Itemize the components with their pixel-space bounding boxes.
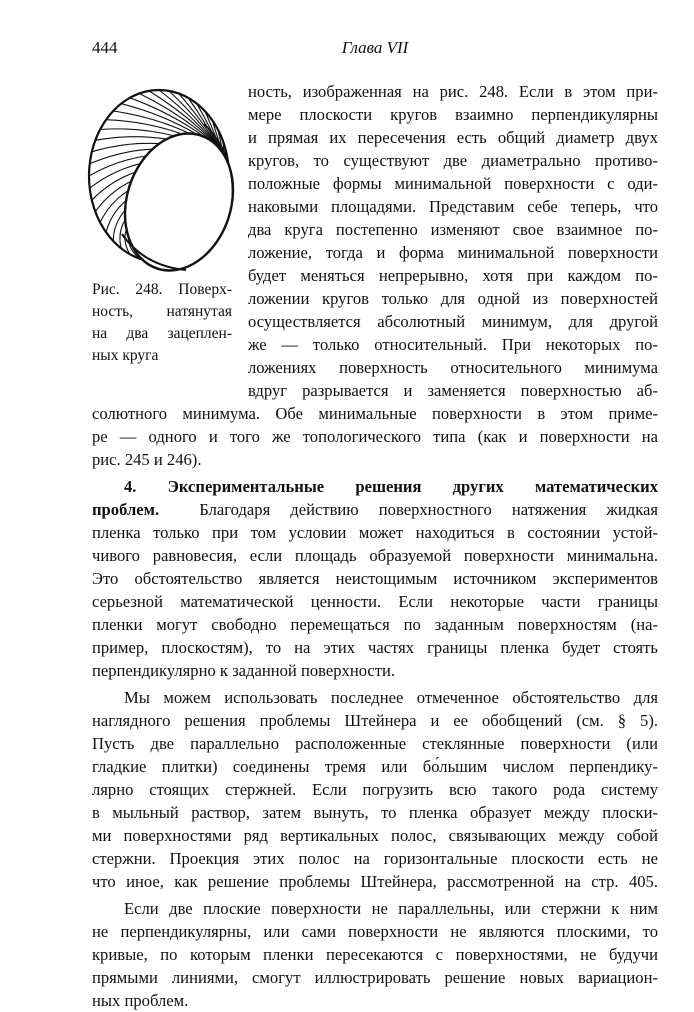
text-line: положные формы минимальной поверхности с оди-: [248, 174, 658, 193]
text-line: солютного минимума. Обе минимальные поверхности в этом приме-: [92, 404, 658, 423]
text-line: не перпендикулярны, или сами поверхности не являются плоскими, то: [92, 922, 658, 941]
text-line: лярно стоящих стержней. Если погрузить всю такого рода систему: [92, 780, 658, 799]
text-line: наковыми площадями. Представим себе теперь, что: [248, 197, 658, 216]
hatch-stroke: [100, 129, 174, 136]
caption-line: Рис. 248. Поверх-: [92, 281, 232, 298]
text-line: два круга постепенно изменяют свое взаимное по-: [248, 220, 658, 239]
section-heading-continuation: [92, 498, 658, 521]
text-line: мере плоскости кругов взаимно перпендикулярны: [248, 105, 658, 124]
text-line: ных проблем.: [92, 991, 189, 1010]
page-header: [92, 38, 658, 62]
text-line: ложение, тогда и форма минимальной поверхности: [248, 243, 658, 262]
text-line: Это обстоятельство является неистощимым источником экспериментов: [92, 569, 658, 588]
section-text-start: Благодаря действию поверхностного натяжения жидкая: [199, 500, 659, 519]
caption-line: ных круга: [92, 347, 159, 364]
text-line: осуществляется абсолютный минимум, для другой: [248, 312, 658, 331]
text-line: ность, изображенная на рис. 248. Если в этом при-: [248, 82, 658, 101]
caption-line: ность, натянутая: [92, 303, 232, 320]
text-line: вдруг разрывается и заменяется поверхностью аб-: [248, 381, 658, 400]
section-heading-title: 4. Экспериментальные решения других математических: [124, 477, 658, 496]
text-line: гладкие плитки) соединены тремя или бо́льшим числом перпендику-: [92, 757, 658, 776]
text-line: наглядного решения проблемы Штейнера и ее обобщений (см. § 5).: [92, 711, 658, 730]
text-line: кривые, по которым пленки пересекаются с поверхностями, не будучи: [92, 945, 658, 964]
text-line: пленки могут свободно перемещаться по заданным поверхностям (на-: [92, 615, 658, 634]
running-head: Глава VII: [341, 38, 409, 57]
hatch-stroke: [130, 98, 204, 137]
section-heading: [92, 475, 658, 498]
section-heading-title-end: проблем.: [92, 500, 160, 519]
text-line: Пусть две параллельно расположенные стеклянные поверхности (или: [92, 734, 658, 753]
text-line: Мы можем использовать последнее отмеченное обстоятельство для: [124, 688, 658, 707]
text-line: ре — одного и того же топологического типа (как и поверхности на: [92, 427, 658, 446]
figure-caption: [92, 279, 232, 367]
text-line: пленка только при том условии может находиться в состоянии устой-: [92, 523, 658, 542]
text-line: прямыми линиями, смогут иллюстрировать решение новых вариацион-: [92, 968, 658, 987]
hatch-stroke: [106, 200, 126, 232]
text-line: будет меняться непрерывно, хотя при каждом по-: [248, 266, 658, 285]
text-line: кругов, то существуют две диаметрально противо-: [248, 151, 658, 170]
text-line: ложении кругов только для одной из поверхностей: [248, 289, 658, 308]
hatch-stroke: [92, 143, 160, 152]
caption-line: на два зацеплен-: [92, 325, 232, 342]
hatch-stroke: [106, 120, 182, 134]
hatch-stroke: [113, 111, 189, 134]
text-line: что иное, как решение проблемы Штейнера, рассмотренной на стр. 405.: [92, 872, 658, 891]
text-line: в мыльный раствор, затем вынуть, то пленка образует между плоски-: [92, 803, 658, 822]
page-number: 444: [92, 38, 118, 57]
text-line: рис. 245 и 246).: [92, 450, 202, 469]
text-line: серьезной математической ценности. Если некоторые части границы: [92, 592, 658, 611]
text-line: перпендикулярно к заданной поверхности.: [92, 661, 396, 680]
text-line: стержни. Проекция этих полос на горизонтальные плоскости есть не: [92, 849, 658, 868]
figure-248: [84, 84, 240, 274]
text-line: ложениях поверхность относительного минимума: [248, 358, 658, 377]
text-line: и прямая их пересечения есть общий диаметр двух: [248, 128, 658, 147]
text-line: Если две плоские поверхности не параллельны, или стержни к ним: [124, 899, 658, 918]
linked-circles-surface-illustration: [84, 84, 240, 274]
text-line: пример, плоскостям), то на этих частях границы пленка будет стоять: [92, 638, 658, 657]
text-line: же — только относительный. При некоторых по-: [248, 335, 658, 354]
text-line: чивого равновесия, если площадь образуемой поверхности минимальна.: [92, 546, 658, 565]
hatch-stroke: [95, 137, 166, 141]
text-line: ми поверхностями ряд вертикальных полос, связывающих между собой: [92, 826, 658, 845]
